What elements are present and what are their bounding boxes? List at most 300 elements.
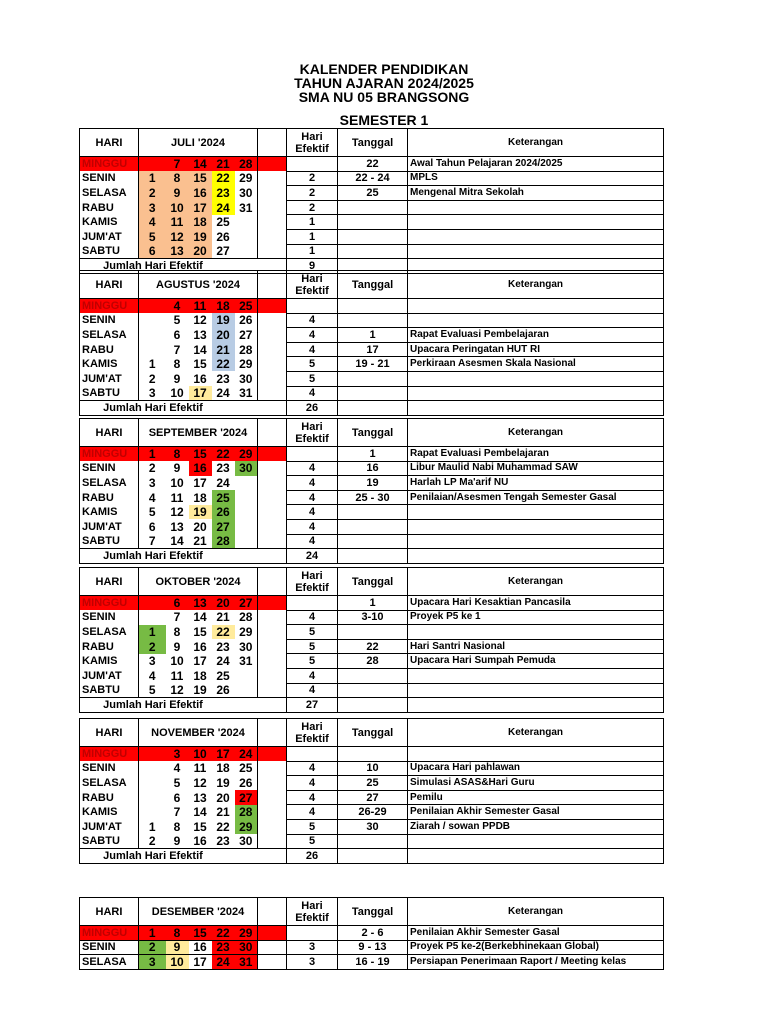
spacer-cell — [258, 505, 287, 520]
day-name: SELASA — [80, 328, 139, 343]
date-cell: 6 — [139, 244, 166, 259]
col-header-hari-efektif: Hari Efektif — [287, 419, 338, 447]
month-table — [79, 270, 664, 416]
keterangan-value — [408, 668, 664, 683]
day-name: KAMIS — [80, 505, 139, 520]
jumlah-hari-efektif-label: Jumlah Hari Efektif — [80, 698, 287, 713]
table-row — [80, 926, 664, 941]
keterangan-value — [408, 683, 664, 698]
spacer-cell — [258, 747, 287, 762]
day-name: SABTU — [80, 534, 139, 549]
hari-efektif-value: 5 — [287, 654, 338, 669]
day-name: SELASA — [80, 625, 139, 640]
date-cell: 21 — [216, 805, 230, 820]
date-cell: 15 — [193, 819, 207, 834]
date-cell: 13 — [170, 519, 184, 534]
date-cell: 24 — [216, 386, 230, 401]
date-cell: 19 — [193, 683, 207, 698]
keterangan-value: Ziarah / sowan PPDB — [408, 819, 664, 834]
tanggal-value: 1 — [338, 596, 408, 611]
date-cell: 11 — [170, 668, 184, 683]
tanggal-value — [338, 505, 408, 520]
jumlah-hari-efektif-value: 26 — [287, 401, 338, 416]
date-cell: 18 — [216, 761, 230, 776]
table-row — [80, 229, 664, 244]
hari-efektif-value: 4 — [287, 476, 338, 491]
hari-efektif-value — [287, 299, 338, 314]
month-name: JULI '2024 — [139, 129, 258, 157]
date-cell: 19 — [189, 229, 212, 244]
keterangan-value — [408, 215, 664, 230]
date-cell: 2 — [139, 639, 166, 654]
day-name: SENIN — [80, 461, 139, 476]
date-cell: 2 — [139, 834, 166, 849]
spacer-cell — [258, 819, 287, 834]
date-cell — [139, 747, 166, 762]
col-header-keterangan: Keterangan — [408, 419, 664, 447]
hari-efektif-value: 4 — [287, 790, 338, 805]
hari-efektif-value: 3 — [287, 940, 338, 955]
tanggal-value: 25 - 30 — [338, 490, 408, 505]
date-cell: 17 — [189, 386, 212, 401]
tanggal-value — [338, 244, 408, 259]
date-cell: 5 — [139, 683, 166, 698]
date-cell: 31 — [235, 955, 258, 970]
day-name: KAMIS — [80, 805, 139, 820]
date-cell: 26 — [239, 775, 253, 790]
date-cell — [139, 805, 166, 820]
date-cell: 27 — [235, 596, 258, 611]
date-cell: 18 — [193, 668, 207, 683]
table-row — [80, 639, 664, 654]
date-cell — [235, 476, 258, 491]
day-name: MINGGU — [80, 596, 139, 611]
tanggal-value: 25 — [338, 776, 408, 791]
spacer-cell — [258, 719, 287, 747]
spacer-cell — [258, 654, 287, 669]
date-cell: 30 — [235, 461, 258, 476]
date-cell: 24 — [212, 200, 235, 215]
date-cell — [139, 328, 166, 343]
table-row — [80, 476, 664, 491]
hari-efektif-value: 5 — [287, 371, 338, 386]
date-cell: 22 — [212, 447, 235, 462]
date-cell: 14 — [193, 805, 207, 820]
date-cell: 3 — [139, 200, 166, 215]
date-cell: 6 — [173, 790, 181, 805]
date-cell: 1 — [139, 447, 166, 462]
day-name: JUM'AT — [80, 371, 139, 386]
date-cell: 10 — [166, 955, 189, 970]
keterangan-value — [408, 244, 664, 259]
spacer-cell — [258, 683, 287, 698]
tanggal-value — [338, 200, 408, 215]
date-cell: 29 — [239, 357, 253, 372]
jumlah-hari-efektif-label: Jumlah Hari Efektif — [80, 549, 287, 564]
day-name: MINGGU — [80, 157, 139, 172]
date-cell: 19 — [216, 775, 230, 790]
date-cell — [235, 490, 258, 505]
day-name: KAMIS — [80, 654, 139, 669]
tanggal-value: 19 — [338, 476, 408, 491]
day-name: KAMIS — [80, 357, 139, 372]
hari-efektif-value: 2 — [287, 186, 338, 201]
table-row — [80, 519, 664, 534]
keterangan-value — [408, 371, 664, 386]
month-name: OKTOBER '2024 — [139, 568, 258, 596]
date-cell: 16 — [193, 834, 207, 849]
tanggal-value — [338, 313, 408, 328]
jumlah-hari-efektif-value: 24 — [287, 549, 338, 564]
date-cell: 25 — [239, 761, 253, 776]
spacer-cell — [258, 186, 287, 201]
date-cell — [235, 244, 258, 259]
spacer-cell — [258, 299, 287, 314]
tanggal-value — [338, 229, 408, 244]
table-row — [80, 357, 664, 372]
date-cell: 23 — [212, 940, 235, 955]
date-cell — [139, 313, 166, 328]
hari-efektif-value: 4 — [287, 761, 338, 776]
keterangan-value: Persiapan Penerimaan Raport / Meeting kelas — [408, 955, 664, 970]
day-name: JUM'AT — [80, 819, 139, 834]
date-cell: 29 — [235, 926, 258, 941]
tanggal-value: 30 — [338, 819, 408, 834]
date-cell: 12 — [193, 775, 207, 790]
keterangan-value — [408, 386, 664, 401]
date-cell: 31 — [239, 654, 253, 669]
total-row — [80, 401, 664, 416]
tanggal-value: 22 - 24 — [338, 171, 408, 186]
date-cell: 3 — [139, 654, 166, 669]
hari-efektif-value: 4 — [287, 776, 338, 791]
tanggal-value: 1 — [338, 447, 408, 462]
spacer-cell — [258, 357, 287, 372]
table-row — [80, 668, 664, 683]
date-cell: 10 — [189, 747, 212, 762]
date-cell: 17 — [212, 747, 235, 762]
day-name: MINGGU — [80, 299, 139, 314]
date-cell: 18 — [193, 490, 207, 505]
table-row — [80, 596, 664, 611]
hari-efektif-value: 5 — [287, 357, 338, 372]
table-row — [80, 819, 664, 834]
date-cell — [139, 776, 166, 791]
date-cell: 8 — [166, 447, 189, 462]
date-cell: 9 — [173, 834, 181, 849]
hari-efektif-value: 4 — [287, 534, 338, 549]
keterangan-value — [408, 625, 664, 640]
day-name: SELASA — [80, 776, 139, 791]
date-cell: 16 — [193, 371, 207, 386]
spacer-cell — [258, 940, 287, 955]
day-name: MINGGU — [80, 926, 139, 941]
day-name: SELASA — [80, 476, 139, 491]
keterangan-value — [408, 834, 664, 849]
date-cell: 27 — [235, 790, 258, 805]
day-name: RABU — [80, 639, 139, 654]
date-cell — [139, 596, 166, 611]
tanggal-value: 17 — [338, 342, 408, 357]
tanggal-value: 27 — [338, 790, 408, 805]
tanggal-value: 16 — [338, 461, 408, 476]
keterangan-value — [408, 200, 664, 215]
col-header-hari-efektif: Hari Efektif — [287, 719, 338, 747]
date-cell: 29 — [239, 171, 253, 186]
tanggal-value — [338, 371, 408, 386]
date-cell: 24 — [212, 955, 235, 970]
tanggal-value: 3-10 — [338, 610, 408, 625]
date-cell — [139, 610, 166, 625]
date-cell: 15 — [189, 447, 212, 462]
col-header-tanggal: Tanggal — [338, 271, 408, 299]
col-header-tanggal: Tanggal — [338, 419, 408, 447]
date-cell: 8 — [166, 171, 189, 186]
date-cell: 16 — [189, 186, 212, 201]
date-cell: 14 — [193, 610, 207, 625]
date-cell: 6 — [173, 327, 181, 342]
hari-efektif-value: 1 — [287, 229, 338, 244]
table-row — [80, 625, 664, 640]
table-row — [80, 186, 664, 201]
date-cell: 5 — [139, 505, 166, 520]
date-cell: 13 — [189, 596, 212, 611]
spacer-cell — [258, 639, 287, 654]
day-name: JUM'AT — [80, 668, 139, 683]
keterangan-value: Rapat Evaluasi Pembelajaran — [408, 328, 664, 343]
date-cell: 15 — [193, 624, 207, 639]
tanggal-value — [338, 519, 408, 534]
date-cell: 12 — [170, 505, 184, 520]
col-header-hari-efektif: Hari Efektif — [287, 271, 338, 299]
date-cell: 9 — [166, 940, 189, 955]
date-cell: 10 — [166, 200, 189, 215]
date-cell: 5 — [139, 229, 166, 244]
jumlah-hari-efektif-label: Jumlah Hari Efektif — [80, 401, 287, 416]
date-cell: 31 — [239, 200, 253, 215]
date-cell: 16 — [189, 461, 212, 476]
day-name: SENIN — [80, 313, 139, 328]
date-cell: 8 — [166, 926, 189, 941]
tanggal-value: 22 — [338, 639, 408, 654]
hari-efektif-value: 5 — [287, 639, 338, 654]
jumlah-hari-efektif-label: Jumlah Hari Efektif — [80, 259, 287, 274]
hari-efektif-value — [287, 747, 338, 762]
date-cell: 11 — [193, 761, 207, 776]
table-row — [80, 386, 664, 401]
hari-efektif-value: 4 — [287, 610, 338, 625]
table-row — [80, 244, 664, 259]
date-cell: 28 — [239, 610, 253, 625]
spacer-cell — [258, 313, 287, 328]
table-row — [80, 328, 664, 343]
title-line-1: KALENDER PENDIDIKAN — [299, 61, 469, 77]
date-cell: 29 — [239, 624, 253, 639]
spacer-cell — [258, 215, 287, 230]
col-header-hari: HARI — [80, 568, 139, 596]
date-cell: 26 — [239, 313, 253, 328]
keterangan-value — [408, 299, 664, 314]
date-cell: 20 — [216, 790, 230, 805]
date-cell: 18 — [212, 299, 235, 314]
hari-efektif-value — [287, 596, 338, 611]
hari-efektif-value: 5 — [287, 625, 338, 640]
spacer-cell — [258, 200, 287, 215]
date-cell: 4 — [139, 215, 166, 230]
spacer-cell — [258, 519, 287, 534]
table-row — [80, 654, 664, 669]
spacer-cell — [258, 342, 287, 357]
date-cell: 22 — [212, 171, 235, 186]
tanggal-value — [338, 668, 408, 683]
keterangan-value: Upacara Hari Kesaktian Pancasila — [408, 596, 664, 611]
spacer-cell — [258, 776, 287, 791]
empty-cell — [408, 849, 664, 864]
table-row — [80, 313, 664, 328]
spacer-cell — [258, 129, 287, 157]
col-header-keterangan: Keterangan — [408, 271, 664, 299]
total-row — [80, 698, 664, 713]
day-name: SELASA — [80, 186, 139, 201]
table-row — [80, 761, 664, 776]
date-cell: 25 — [216, 668, 230, 683]
tanggal-value — [338, 299, 408, 314]
spacer-cell — [258, 761, 287, 776]
date-cell: 30 — [239, 185, 253, 200]
tanggal-value — [338, 834, 408, 849]
col-header-keterangan: Keterangan — [408, 898, 664, 926]
date-cell: 9 — [173, 461, 181, 476]
col-header-hari: HARI — [80, 271, 139, 299]
day-name: SABTU — [80, 683, 139, 698]
date-cell: 28 — [235, 157, 258, 172]
date-cell: 21 — [193, 534, 207, 549]
spacer-cell — [258, 596, 287, 611]
date-cell: 30 — [239, 371, 253, 386]
day-name: JUM'AT — [80, 229, 139, 244]
keterangan-value: Proyek P5 ke 1 — [408, 610, 664, 625]
month-table — [79, 567, 664, 713]
date-cell: 25 — [235, 299, 258, 314]
date-cell — [139, 790, 166, 805]
date-cell: 3 — [139, 476, 166, 491]
date-cell: 12 — [193, 313, 207, 328]
spacer-cell — [258, 898, 287, 926]
date-cell: 11 — [166, 215, 189, 230]
keterangan-value — [408, 505, 664, 520]
tanggal-value: 10 — [338, 761, 408, 776]
date-cell — [235, 683, 258, 698]
month-table — [79, 128, 664, 274]
date-cell: 17 — [193, 475, 207, 490]
date-cell: 14 — [189, 157, 212, 172]
hari-efektif-value: 1 — [287, 215, 338, 230]
day-name: SABTU — [80, 834, 139, 849]
day-name: SENIN — [80, 940, 139, 955]
table-row — [80, 776, 664, 791]
date-cell: 21 — [212, 157, 235, 172]
tanggal-value — [338, 386, 408, 401]
date-cell — [139, 761, 166, 776]
col-header-tanggal: Tanggal — [338, 898, 408, 926]
date-cell: 4 — [139, 490, 166, 505]
date-cell: 15 — [193, 357, 207, 372]
empty-cell — [408, 401, 664, 416]
date-cell: 13 — [193, 327, 207, 342]
table-row — [80, 505, 664, 520]
day-name: MINGGU — [80, 447, 139, 462]
date-cell: 17 — [193, 654, 207, 669]
month-table — [79, 418, 664, 564]
month-name: SEPTEMBER '2024 — [139, 419, 258, 447]
keterangan-value: Penilaian Akhir Semester Gasal — [408, 805, 664, 820]
document-header — [0, 62, 768, 104]
date-cell — [139, 157, 166, 172]
date-cell: 30 — [235, 940, 258, 955]
date-cell: 21 — [216, 610, 230, 625]
spacer-cell — [258, 476, 287, 491]
table-row — [80, 299, 664, 314]
col-header-hari: HARI — [80, 898, 139, 926]
tanggal-value: 9 - 13 — [338, 940, 408, 955]
semester-title: SEMESTER 1 — [339, 112, 429, 128]
col-header-keterangan: Keterangan — [408, 719, 664, 747]
date-cell: 1 — [139, 625, 166, 640]
date-cell: 24 — [235, 747, 258, 762]
table-row — [80, 955, 664, 970]
keterangan-value: Rapat Evaluasi Pembelajaran — [408, 447, 664, 462]
date-cell — [235, 215, 258, 230]
date-cell: 13 — [193, 790, 207, 805]
date-cell: 23 — [216, 461, 230, 476]
date-cell: 6 — [139, 519, 166, 534]
spacer-cell — [258, 171, 287, 186]
keterangan-value: Proyek P5 ke-2(Berkebhinekaan Global) — [408, 940, 664, 955]
hari-efektif-value: 4 — [287, 328, 338, 343]
date-cell: 1 — [139, 171, 166, 186]
date-cell: 10 — [170, 654, 184, 669]
date-cell: 8 — [173, 624, 181, 639]
date-cell: 22 — [216, 819, 230, 834]
spacer-cell — [258, 419, 287, 447]
date-cell: 21 — [212, 342, 235, 357]
day-name: RABU — [80, 790, 139, 805]
empty-cell — [338, 849, 408, 864]
hari-efektif-value: 4 — [287, 461, 338, 476]
date-cell — [139, 342, 166, 357]
date-cell: 27 — [239, 327, 253, 342]
keterangan-value — [408, 747, 664, 762]
keterangan-value: Upacara Hari pahlawan — [408, 761, 664, 776]
date-cell: 10 — [170, 475, 184, 490]
date-cell: 16 — [193, 639, 207, 654]
keterangan-value — [408, 534, 664, 549]
col-header-tanggal: Tanggal — [338, 129, 408, 157]
date-cell: 23 — [216, 371, 230, 386]
keterangan-value: Hari Santri Nasional — [408, 639, 664, 654]
keterangan-value: Awal Tahun Pelajaran 2024/2025 — [408, 157, 664, 172]
date-cell: 22 — [212, 625, 235, 640]
date-cell: 28 — [235, 805, 258, 820]
table-row — [80, 171, 664, 186]
keterangan-value: Harlah LP Ma'arif NU — [408, 476, 664, 491]
date-cell: 20 — [212, 328, 235, 343]
hari-efektif-value: 1 — [287, 244, 338, 259]
empty-cell — [408, 549, 664, 564]
tanggal-value: 26-29 — [338, 805, 408, 820]
date-cell: 9 — [173, 639, 181, 654]
date-cell: 13 — [166, 244, 189, 259]
